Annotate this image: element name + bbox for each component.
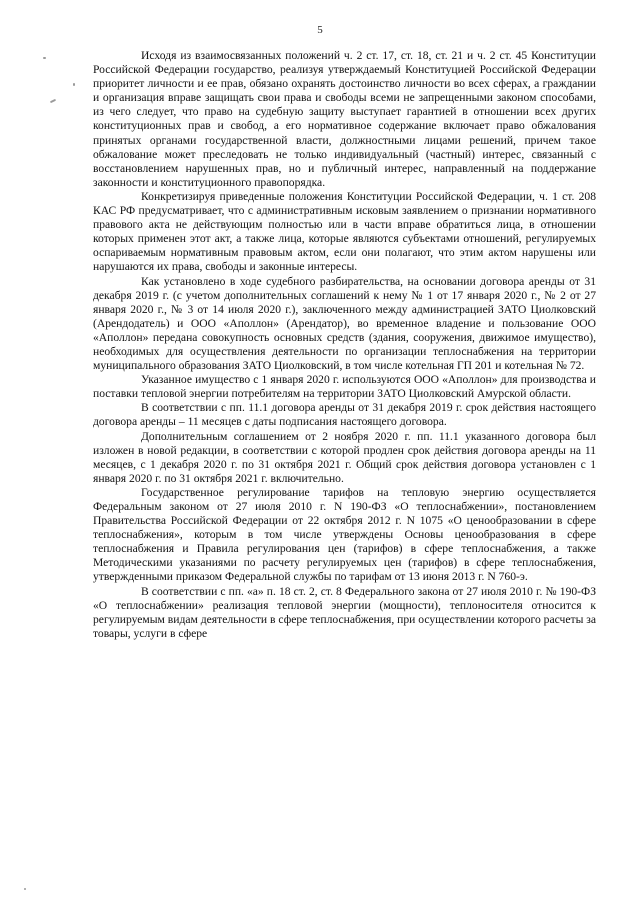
paragraph: Как установлено в ходе судебного разбирательства, на основании договора аренды от 31 декабря 2019 г. (с учетом дополнительных соглашений к нему № 1 от 17 января 2020 г., № 2 от 27 января 2020 г., № 3 от 14 июля 2020 г.), заключенного между администрацией ЗАТО Циолковский (Арендодатель) и ООО «Аполлон» (Арендатор), во временное владение и пользование ООО «Аполлон» передана совокупность основных средств (здания, сооружения, движимое имущество), необходимых для осуществления деятельности по организации теплоснабжения на территории муниципального образования ЗАТО Циолковский, в том числе котельная ГП 201 и котельная № 72.	[93, 274, 596, 373]
page-number: 5	[317, 24, 323, 36]
paragraph: Указанное имущество с 1 января 2020 г. используются ООО «Аполлон» для производства и поставки тепловой энергии потребителям на территории ЗАТО Циолковский Амурской области.	[93, 373, 596, 401]
paragraph: Конкретизируя приведенные положения Конституции Российской Федерации, ч. 1 ст. 208 КАС РФ предусматривает, что с административным исковым заявлением о признании нормативного правового акта не действующим полностью или в части вправе обратиться лица, в отношении которых применен этот акт, а также лица, которые являются субъектами отношений, регулируемых оспариваемым нормативным правовым актом, если они полагают, что этим актом нарушены или нарушаются их права, свободы и законные интересы.	[93, 189, 596, 274]
body-text	[93, 49, 596, 641]
scan-artifact-mark	[73, 83, 75, 86]
scan-artifact-mark	[50, 99, 56, 103]
scan-artifact-mark	[43, 57, 46, 59]
paragraph: Дополнительным соглашением от 2 ноября 2020 г. пп. 11.1 указанного договора был изложен в новой редакции, в соответствии с которой продлен срок действия договора аренды на 11 месяцев, с 1 декабря 2020 г. по 31 октября 2021 г. Общий срок действия договора установлен с 1 января 2020 г. по 31 октября 2021 г. включительно.	[93, 429, 596, 485]
paragraph: Государственное регулирование тарифов на тепловую энергию осуществляется Федеральным законом от 27 июля 2010 г. N 190-ФЗ «О теплоснабжении», постановлением Правительства Российской Федерации от 22 октября 2012 г. N 1075 «О ценообразовании в сфере теплоснабжения», которым в том числе утверждены Основы ценообразования в сфере теплоснабжения и Правила регулирования цен (тарифов) в сфере теплоснабжения, а также Методическими указаниями по расчету регулируемых цен (тарифов) в сфере теплоснабжения, утвержденными приказом Федеральной службы по тарифам от 13 июня 2013 г. N 760-э.	[93, 485, 596, 584]
paragraph: Исходя из взаимосвязанных положений ч. 2 ст. 17, ст. 18, ст. 21 и ч. 2 ст. 45 Конституции Российской Федерации государство, реализуя утверждаемый Конституцией Российской Федерации приоритет личности и ее прав, обязано охранять достоинство личности во всех сферах, а граждании и организация вправе защищать свои права и свободы всеми не запрещенными законом способами, из чего следует, что право на судебную защиту выступает гарантией в отношении всех других конституционных прав и свобод, а его нормативное содержание включает право обжалования принятых органами государственной власти, должностными лицами решений, причем такое обжалование может преследовать не только индивидуальный (частный) интерес, связанный с восстановлением нарушенных прав, но и публичный интерес, направленный на поддержание законности и конституционного правопорядка.	[93, 49, 596, 189]
paragraph: В соответствии с пп. 11.1 договора аренды от 31 декабря 2019 г. срок действия настоящего договора аренды – 11 месяцев с даты подписания настоящего договора.	[93, 401, 596, 429]
paragraph: В соответствии с пп. «а» п. 18 ст. 2, ст. 8 Федерального закона от 27 июля 2010 г. № 190-ФЗ «О теплоснабжении» реализация тепловой энергии (мощности), теплоносителя относится к регулируемым видам деятельности в сфере теплоснабжения, при осуществлении которого расчеты за товары, услуги в сфере	[93, 584, 596, 640]
scan-artifact-mark	[24, 888, 26, 890]
